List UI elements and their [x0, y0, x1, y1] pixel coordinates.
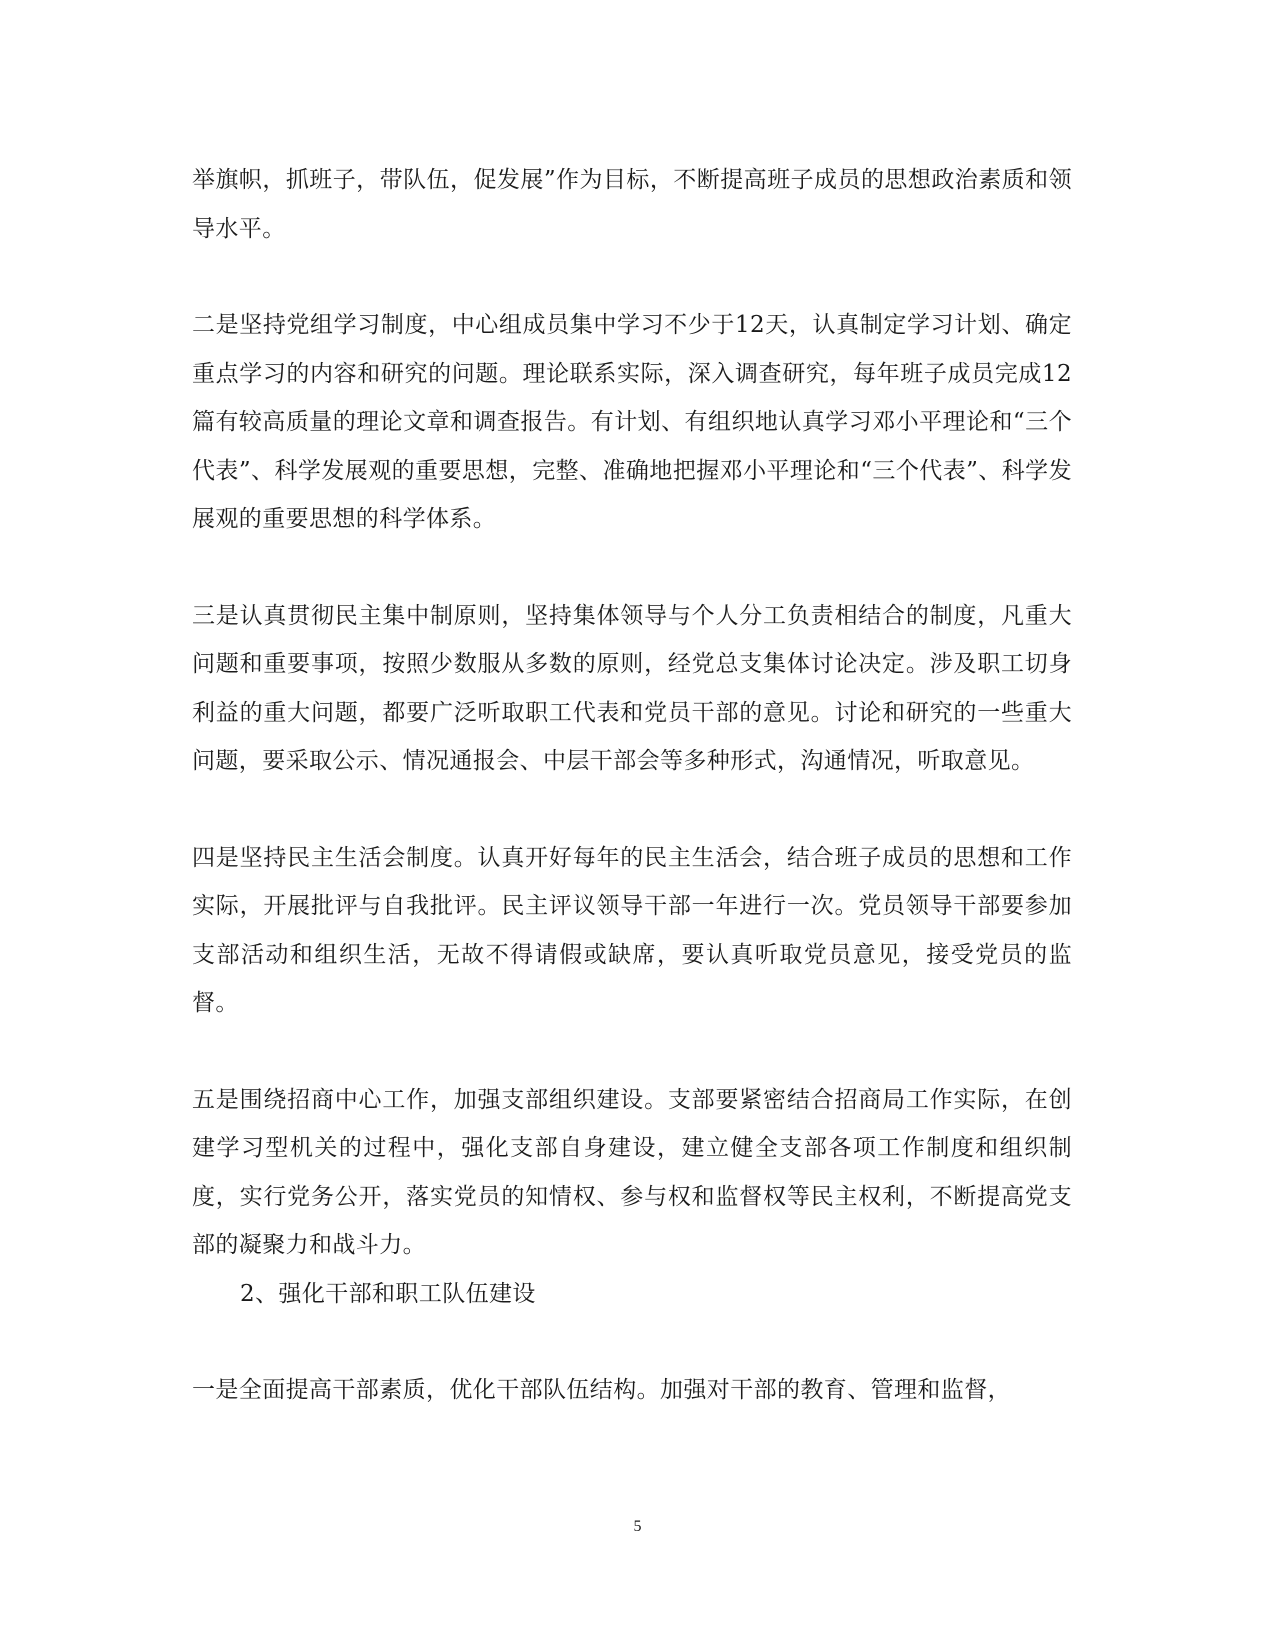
- paragraph-1: 举旗帜，抓班子，带队伍，促发展”作为目标，不断提高班子成员的思想政治素质和领导水平。: [192, 167, 1072, 242]
- paragraph-2: 二是坚持党组学习制度，中心组成员集中学习不少于12天，认真制定学习计划、确定重点学习的内容和研究的问题。理论联系实际，深入调查研究，每年班子成员完成12篇有较高质量的理论文章和调查报告。有计划、有组织地认真学习邓小平理论和“三个代表”、科学发展观的重要思想，完整、准确地把握邓小平理论和“三个代表”、科学发展观的重要思想的科学体系。: [192, 312, 1072, 532]
- paragraph-3: 三是认真贯彻民主集中制原则，坚持集体领导与个人分工负责相结合的制度，凡重大问题和重要事项，按照少数服从多数的原则，经党总支集体讨论决定。涉及职工切身利益的重大问题，都要广泛听取职工代表和党员干部的意见。讨论和研究的一些重大问题，要采取公示、情况通报会、中层干部会等多种形式，沟通情况，听取意见。: [192, 602, 1072, 774]
- paragraph-5: 五是围绕招商中心工作，加强支部组织建设。支部要紧密结合招商局工作实际，在创建学习型机关的过程中，强化支部自身建设，建立健全支部各项工作制度和组织制度，实行党务公开，落实党员的知情权、参与权和监督权等民主权利，不断提高党支部的凝聚力和战斗力。: [192, 1086, 1072, 1258]
- page-number: 5: [633, 1518, 642, 1535]
- section-heading: 2、强化干部和职工队伍建设: [240, 1280, 536, 1307]
- paragraph-6: 一是全面提高干部素质，优化干部队伍结构。加强对干部的教育、管理和监督，: [192, 1377, 1011, 1403]
- paragraph-4: 四是坚持民主生活会制度。认真开好每年的民主生活会，结合班子成员的思想和工作实际，开展批评与自我批评。民主评议领导干部一年进行一次。党员领导干部要参加支部活动和组织生活，无故不得请假或缺席，要认真听取党员意见，接受党员的监督。: [192, 844, 1072, 1016]
- body-text: [192, 156, 1072, 1415]
